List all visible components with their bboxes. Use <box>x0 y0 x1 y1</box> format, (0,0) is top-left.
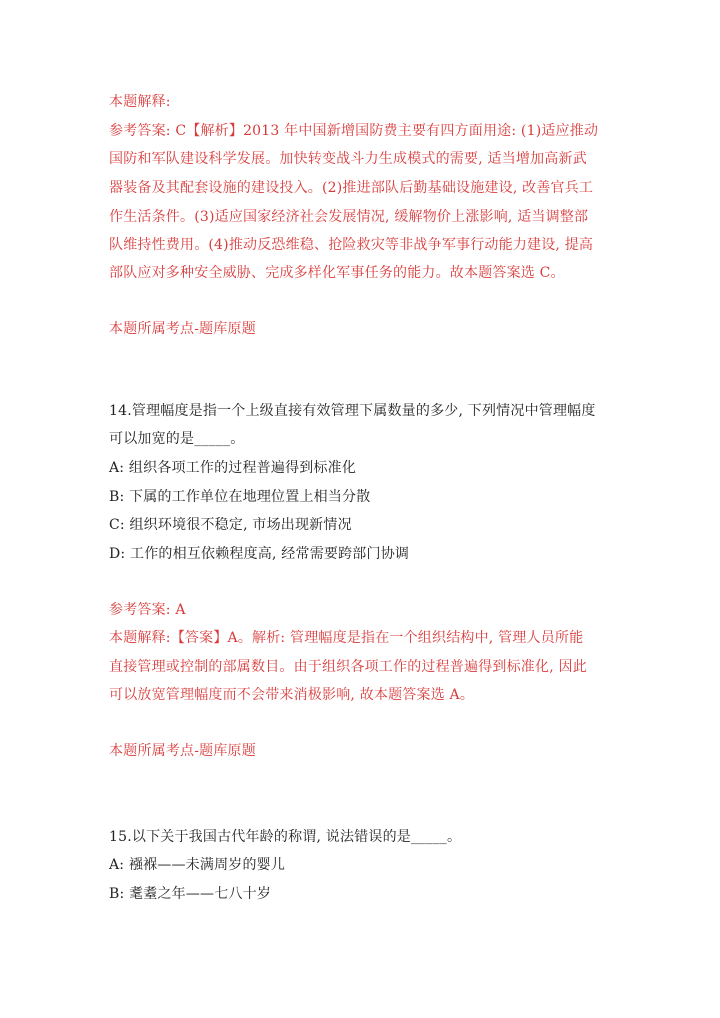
q15-option-a: A: 襁褓——未满周岁的婴儿 <box>109 857 286 873</box>
q13-explanation-line-6: 部队应对多种安全威胁、完成多样化军事任务的能力。故本题答案选 C。 <box>109 265 565 281</box>
q14-option-c: C: 组织环境很不稳定, 市场出现新情况 <box>109 517 352 533</box>
q13-explanation-line-2: 国防和军队建设科学发展。加快转变战斗力生成模式的需要, 适当增加高新武 <box>109 151 587 167</box>
q13-category: 本题所属考点-题库原题 <box>109 321 256 337</box>
q14-category: 本题所属考点-题库原题 <box>109 743 256 759</box>
q13-explanation-line-3: 器装备及其配套设施的建设投入。(2)推进部队后勤基础设施建设, 改善官兵工 <box>109 180 594 196</box>
q14-answer: 参考答案: A <box>109 602 186 618</box>
q14-option-a: A: 组织各项工作的过程普遍得到标准化 <box>109 460 357 476</box>
q14-explanation-line-3: 可以放宽管理幅度而不会带来消极影响, 故本题答案选 A。 <box>109 687 475 703</box>
q15-option-b: B: 耄耋之年——七八十岁 <box>109 886 272 902</box>
q15-stem-line-1: 15.以下关于我国古代年龄的称谓, 说法错误的是_____。 <box>109 829 462 845</box>
q14-stem-line-2: 可以加宽的是_____。 <box>109 431 245 447</box>
q13-explanation-line-1: 参考答案: C【解析】2013 年中国新增国防费主要有四方面用途: (1)适应推动 <box>109 123 599 139</box>
q14-explanation-line-2: 直接管理或控制的部属数目。由于组织各项工作的过程普遍得到标准化, 因此 <box>109 659 587 675</box>
q13-explanation-line-5: 队维持性费用。(4)推动反恐维稳、抢险救灾等非战争军事行动能力建设, 提高 <box>109 237 594 253</box>
q14-explanation-line-1: 本题解释:【答案】A。解析: 管理幅度是指在一个组织结构中, 管理人员所能 <box>109 630 584 646</box>
q13-explanation-line-4: 作生活条件。(3)适应国家经济社会发展情况, 缓解物价上涨影响, 适当调整部 <box>109 209 589 225</box>
q14-option-d: D: 工作的相互依赖程度高, 经常需要跨部门协调 <box>109 546 410 562</box>
q14-option-b: B: 下属的工作单位在地理位置上相当分散 <box>109 489 371 505</box>
q13-explanation-label: 本题解释: <box>109 94 171 110</box>
q14-stem-line-1: 14.管理幅度是指一个上级直接有效管理下属数量的多少, 下列情况中管理幅度 <box>109 403 596 419</box>
